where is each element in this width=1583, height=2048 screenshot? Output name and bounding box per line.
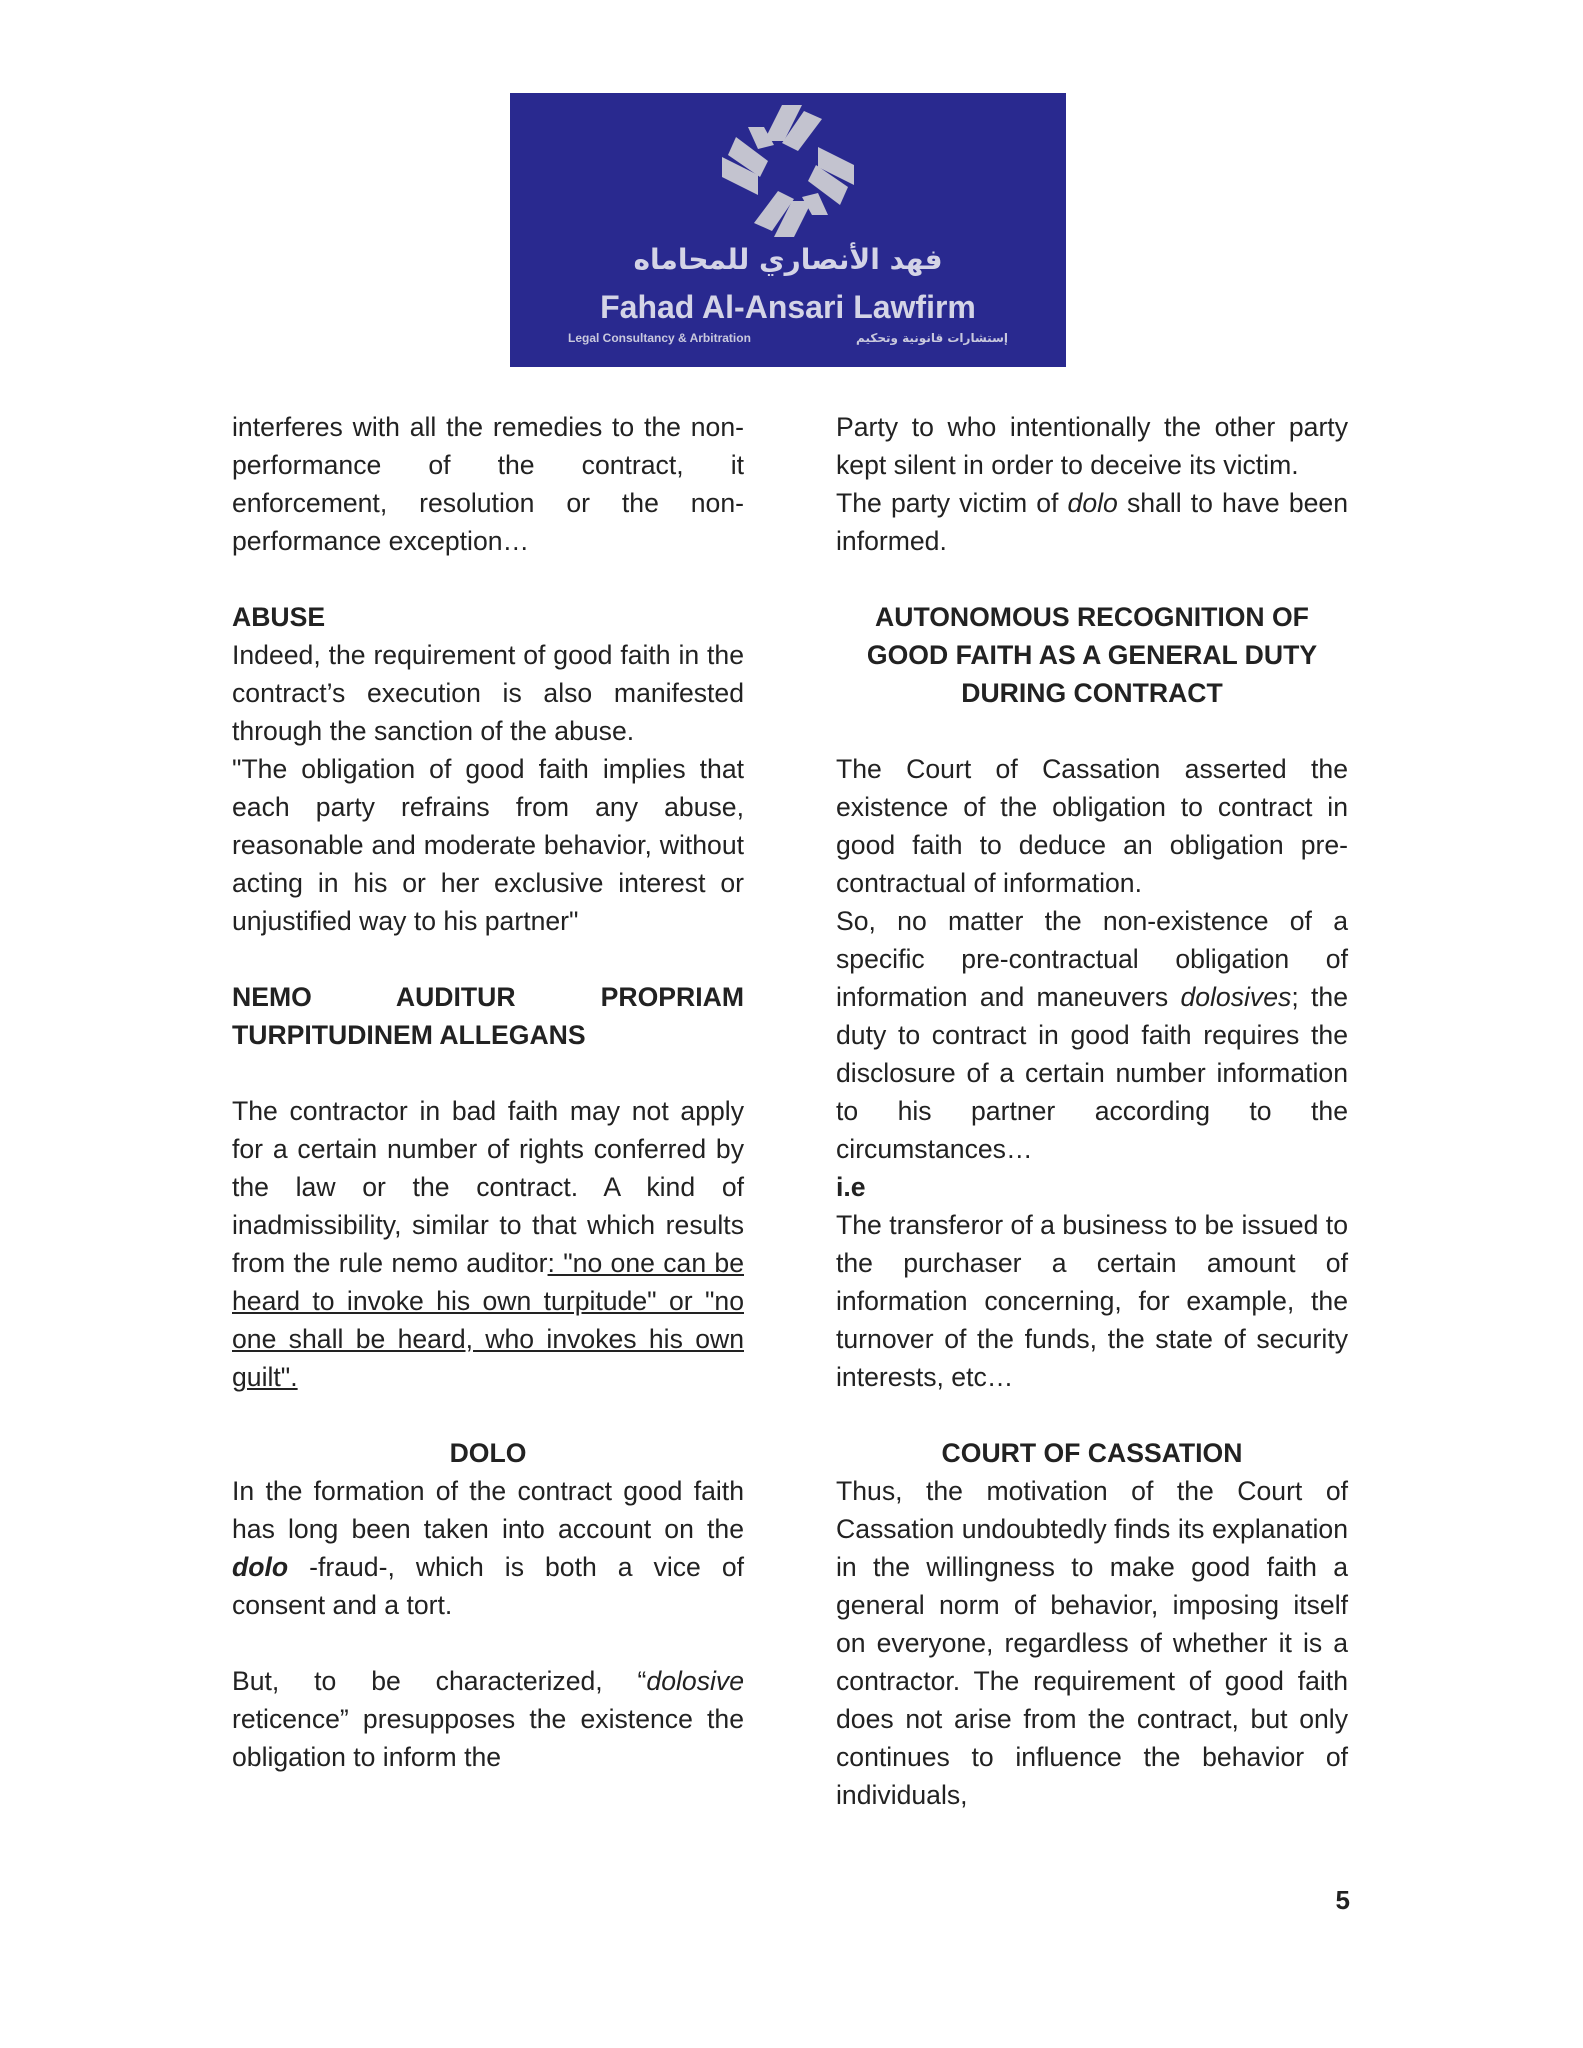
court-paragraph: Thus, the motivation of the Court of Cassation undoubtedly finds its explanation in the willingness to make good faith a general norm of behavior, imposing itself on everyone, regardless of whether it is a contractor. The requirement of good faith does not arise from the contract, but only continues to influence the behavior of individuals, xyxy=(836,1476,1348,1810)
right-column xyxy=(836,408,1348,1814)
nemo-heading-line2: TURPITUDINEM ALLEGANS xyxy=(232,1020,586,1050)
logo-tagline-english: Legal Consultancy & Arbitration xyxy=(568,331,751,345)
logo-tagline xyxy=(568,331,1008,345)
dolo-heading: DOLO xyxy=(449,1438,527,1468)
dolosives-term: dolosives xyxy=(1180,982,1292,1012)
abuse-heading: ABUSE xyxy=(232,602,326,632)
dolosive-term: dolosive xyxy=(646,1666,744,1696)
nemo-quote: : "no one can be heard to invoke his own turpitude" or "no one shall be heard, who invokes his own guilt". xyxy=(232,1248,744,1392)
firm-logo xyxy=(510,93,1066,367)
dolo-text-b: -fraud-, which is both a vice of consent and a tort. xyxy=(232,1552,744,1620)
logo-emblem-icon xyxy=(510,93,1066,243)
logo-tagline-arabic: إستشارات قانونية وتحكيم xyxy=(856,331,1008,345)
victim-text-b: shall to have been informed. xyxy=(836,488,1348,556)
logo-arabic-name: فهد الأنصاري للمحاماه xyxy=(633,243,943,276)
logo-english-name: Fahad Al-Ansari Lawfirm xyxy=(600,289,976,325)
dolosive-text-a: But, to be characterized, “ xyxy=(232,1666,647,1696)
transferor-paragraph: The transferor of a business to be issued to the purchaser a certain amount of information concerning, for example, the turnover of the funds, the state of security interests, etc… xyxy=(836,1210,1348,1392)
dolosives-text-b: ; the duty to contract in good faith requires the disclosure of a certain number information to his partner according to the circumstances… xyxy=(836,982,1348,1164)
dolosives-text-a: So, no matter the non-existence of a specific pre-contractual obligation of information and maneuvers xyxy=(836,906,1348,1012)
dolo-paragraph xyxy=(232,1472,744,1624)
victim-term: dolo xyxy=(1067,488,1118,518)
autonomous-heading-line3: DURING CONTRACT xyxy=(961,678,1223,708)
nemo-paragraph xyxy=(232,1092,744,1396)
page-number: 5 xyxy=(1335,1885,1350,1915)
autonomous-heading-line1: AUTONOMOUS RECOGNITION OF xyxy=(875,602,1309,632)
abuse-quote-paragraph: "The obligation of good faith implies that each party refrains from any abuse, reasonable and moderate behavior, without acting in his or her exclusive interest or unjustified way to his partner" xyxy=(232,754,744,936)
abuse-paragraph: Indeed, the requirement of good faith in the contract’s execution is also manifested through the sanction of the abuse. xyxy=(232,640,744,746)
nemo-text: The contractor in bad faith may not apply for a certain number of rights conferred by the law or the contract. A kind of inadmissibility, similar to that which results from the rule nemo auditor xyxy=(232,1096,744,1278)
victim-paragraph xyxy=(836,484,1348,560)
cassation-paragraph: The Court of Cassation asserted the existence of the obligation to contract in good faith to deduce an obligation pre-contractual of information. xyxy=(836,754,1348,898)
court-heading: COURT OF CASSATION xyxy=(941,1438,1243,1468)
dolo-text-a: In the formation of the contract good faith has long been taken into account on the xyxy=(232,1476,744,1544)
dolosives-paragraph xyxy=(836,902,1348,1168)
continuation-paragraph: Party to who intentionally the other party kept silent in order to deceive its victim. xyxy=(836,412,1348,480)
ie-label: i.e xyxy=(836,1172,866,1202)
dolosive-text-b: reticence” presupposes the existence the obligation to inform the xyxy=(232,1704,744,1772)
dolo-term: dolo xyxy=(232,1552,289,1582)
autonomous-heading-line2: GOOD FAITH AS A GENERAL DUTY xyxy=(866,640,1318,670)
nemo-heading-line1: NEMO AUDITUR PROPRIAM xyxy=(232,982,744,1012)
left-column xyxy=(232,408,744,1776)
dolosive-paragraph xyxy=(232,1662,744,1776)
intro-paragraph: interferes with all the remedies to the non-performance of the contract, it enforcement, resolution or the non-performance exception… xyxy=(232,412,744,556)
victim-text-a: The party victim of xyxy=(836,488,1068,518)
